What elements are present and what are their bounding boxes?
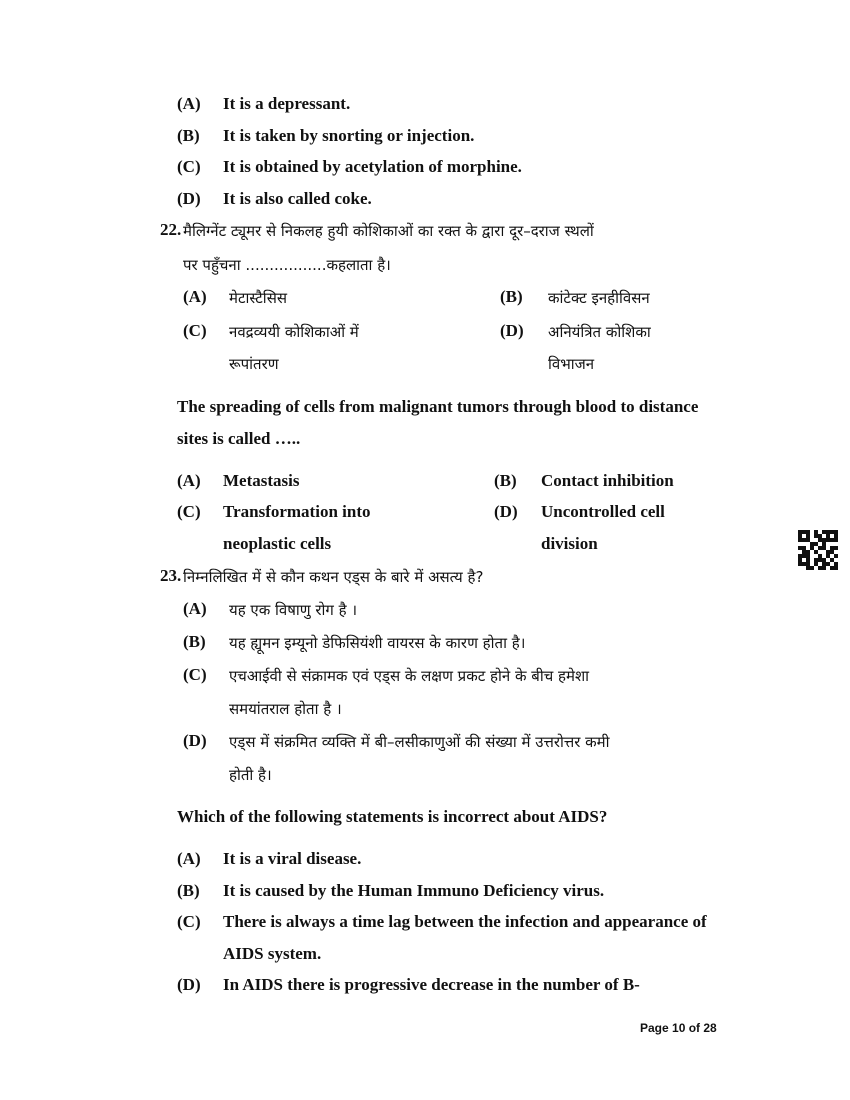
q22-en-option-b-label: (B) <box>494 471 517 490</box>
q22-en-option-c-label: (C) <box>177 502 201 521</box>
q21-option-d-label: (D) <box>177 189 201 208</box>
q21-option-b-text: It is taken by snorting or injection. <box>223 126 475 145</box>
q22-en-option-d-line1: Uncontrolled cell <box>541 502 665 521</box>
q23-en-option-a-label: (A) <box>177 849 201 868</box>
q22-en-option-a-text: Metastasis <box>223 471 300 490</box>
q23-hi-option-b-text: यह ह्यूमन इम्यूनो डेफिसियंशी वायरस के कारण होता है। <box>229 634 526 652</box>
q21-option-a-label: (A) <box>177 94 201 113</box>
q23-hi-option-c-line1: एचआईवी से संक्रामक एवं एड्स के लक्षण प्रकट होने के बीच हमेशा <box>229 667 590 685</box>
q23-en-option-d-text: In AIDS there is progressive decrease in the number of B- <box>223 975 640 994</box>
q22-hi-option-c-label: (C) <box>183 321 207 340</box>
q22-hi-option-c-line1: नवद्रव्ययी कोशिकाओं में <box>229 323 359 341</box>
q23-hindi-question: निम्नलिखित में से कौन कथन एड्स के बारे में असत्य है? <box>183 568 484 586</box>
q21-option-c-label: (C) <box>177 157 201 176</box>
q22-hi-option-d-label: (D) <box>500 321 524 340</box>
q23-english-question: Which of the following statements is incorrect about AIDS? <box>177 807 608 826</box>
q22-hi-option-c-line2: रूपांतरण <box>229 355 279 373</box>
q23-en-option-c-line1: There is always a time lag between the infection and appearance of <box>223 912 707 931</box>
q22-hi-option-d-line1: अनियंत्रित कोशिका <box>548 323 651 341</box>
qr-code-icon <box>798 530 838 570</box>
q21-option-b-label: (B) <box>177 126 200 145</box>
q22-english-line1: The spreading of cells from malignant tumors through blood to distance <box>177 397 699 416</box>
q23-hi-option-c-label: (C) <box>183 665 207 684</box>
q21-option-c-text: It is obtained by acetylation of morphine. <box>223 157 522 176</box>
q22-en-option-d-label: (D) <box>494 502 518 521</box>
q23-en-option-b-text: It is caused by the Human Immuno Deficiency virus. <box>223 881 605 900</box>
q22-en-option-d-line2: division <box>541 534 598 553</box>
q22-number: 22. <box>160 220 182 239</box>
q22-en-option-c-line2: neoplastic cells <box>223 534 332 553</box>
q22-en-option-a-label: (A) <box>177 471 201 490</box>
q23-en-option-c-label: (C) <box>177 912 201 931</box>
q23-en-option-c-line2: AIDS system. <box>223 944 322 963</box>
q23-number: 23. <box>160 566 182 585</box>
q21-option-a-text: It is a depressant. <box>223 94 351 113</box>
q23-hi-option-d-label: (D) <box>183 731 207 750</box>
q22-english-line2: sites is called ….. <box>177 429 301 448</box>
q23-en-option-d-label: (D) <box>177 975 201 994</box>
q22-en-option-c-line1: Transformation into <box>223 502 371 521</box>
q23-en-option-a-text: It is a viral disease. <box>223 849 362 868</box>
q23-hi-option-a-text: यह एक विषाणु रोग है । <box>229 601 358 619</box>
q23-hi-option-b-label: (B) <box>183 632 206 651</box>
q23-hi-option-d-line1: एड्स में संक्रमित व्यक्ति में बी–लसीकाणुओं की संख्या में उत्तरोत्तर कमी <box>229 733 610 751</box>
q23-hi-option-d-line2: होती है। <box>229 766 272 784</box>
q22-hi-option-a-label: (A) <box>183 287 207 306</box>
q23-en-option-b-label: (B) <box>177 881 200 900</box>
q22-hi-option-d-line2: विभाजन <box>548 355 595 373</box>
q22-hi-option-a-text: मेटास्टैसिस <box>229 289 287 307</box>
q21-option-d-text: It is also called coke. <box>223 189 372 208</box>
q22-hindi-line2: पर पहुँचना .................कहलाता है। <box>183 256 391 274</box>
q23-hi-option-a-label: (A) <box>183 599 207 618</box>
q23-hi-option-c-line2: समयांतराल होता है । <box>229 700 342 718</box>
q22-hi-option-b-text: कांटेक्ट इनहीविसन <box>548 289 650 307</box>
q22-hi-option-b-label: (B) <box>500 287 523 306</box>
q22-hindi-line1: मैलिग्नेंट ट्यूमर से निकलह हुयी कोशिकाओं का रक्त के द्वारा दूर–दराज स्थलों <box>183 222 594 240</box>
page-number: Page 10 of 28 <box>640 1021 717 1035</box>
q22-en-option-b-text: Contact inhibition <box>541 471 674 490</box>
